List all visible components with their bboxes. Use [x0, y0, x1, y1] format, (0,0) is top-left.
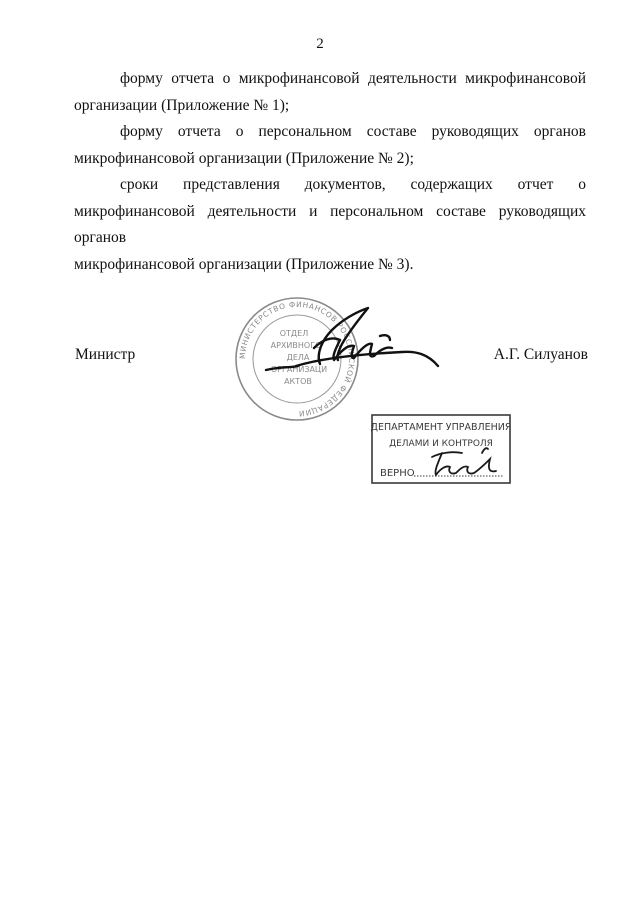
verification-stamp-icon	[370, 413, 512, 485]
seal-center-line: АКТОВ	[284, 377, 312, 386]
seal-center-line: АРХИВНОГО	[270, 341, 322, 350]
paragraph-line: микрофинансовой деятельности и персональном составе руководящих органов	[74, 202, 586, 246]
body-text	[74, 66, 586, 278]
stamp-department-line: ДЕЛАМИ И КОНТРОЛЯ	[389, 439, 493, 449]
paragraph-personnel-form	[74, 119, 586, 172]
paragraph-line: форму отчета о персональном составе руководящих органов	[120, 123, 586, 140]
paragraph-deadlines	[74, 172, 586, 278]
seal-center-line: ОТДЕЛ	[279, 329, 309, 338]
paragraph-line: микрофинансовой организации (Приложение № 2);	[74, 149, 414, 167]
seal-ring-text: МИНИСТЕРСТВО ФИНАНСОВ РОССИЙСКОЙ ФЕДЕРАЦИИ	[237, 299, 357, 419]
seal-center-line: ОРГАНИЗАЦИ	[270, 365, 328, 374]
stamp-verified-label: ВЕРНО	[380, 468, 415, 479]
paragraph-report-form	[74, 66, 586, 119]
stamp-department-line: ДЕПАРТАМЕНТ УПРАВЛЕНИЯ	[370, 422, 512, 433]
minister-signature-icon	[262, 300, 444, 380]
paragraph-line: форму отчета о микрофинансовой деятельности микрофинансовой	[120, 70, 586, 87]
paragraph-line: сроки представления документов, содержащих отчет о	[120, 176, 586, 193]
signer-name: А.Г. Силуанов	[493, 346, 588, 363]
page-number: 2	[316, 36, 324, 52]
paragraph-line: организации (Приложение № 1);	[74, 96, 290, 114]
stamp-initials-icon	[432, 448, 496, 475]
seal-center-line: ДЕЛА	[286, 353, 310, 362]
paragraph-line: микрофинансовой организации (Приложение № 3).	[74, 255, 414, 273]
signer-role: Министр	[75, 346, 136, 363]
